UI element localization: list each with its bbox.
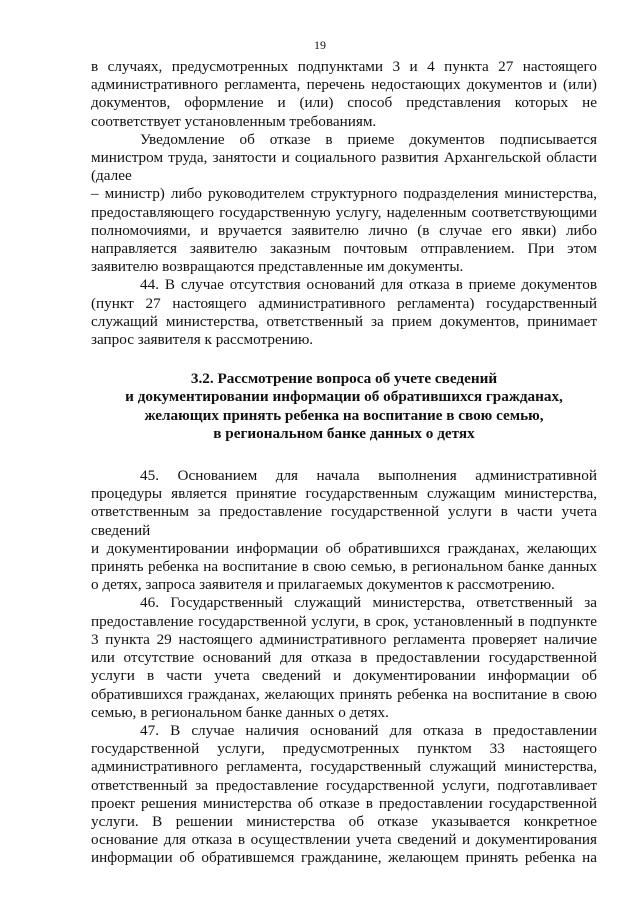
paragraph: и документировании информации об обратившихся гражданах, желающих принять ребенка на воспитание в свою семью, в региональном банке данных о детях, запроса заявителя и прилагаемых документов к рассмотрению.: [91, 539, 597, 594]
paragraph: в случаях, предусмотренных подпунктами 3 и 4 пункта 27 настоящего административного регламента, перечень недостающих документов и (или) документов, оформление и (или) способ представления которых не соответствует установленным требованиям.: [91, 58, 597, 130]
paragraph: 46. Государственный служащий министерства, ответственный за предоставление государственной услуги, в срок, установленный в подпункте 3 пункта 29 настоящего административного регламента проверяет наличие или отсутствие оснований для отказа в предоставлении государственной услуги в части учета сведений и документировании информации об обратившихся гражданах, желающих принять ребенка на воспитание в свою семью, в региональном банке данных о детях.: [91, 594, 597, 721]
document-body: [91, 58, 597, 868]
section-heading-line: в региональном банке данных о детях: [213, 424, 475, 442]
section-heading-line: и документировании информации об обратившихся гражданах,: [125, 388, 563, 406]
paragraphs-after-heading: [91, 467, 597, 867]
paragraph: Уведомление об отказе в приеме документов подписывается министром труда, занятости и социального развития Архангельской области (далее: [91, 130, 597, 185]
section-heading-line: желающих принять ребенка на воспитание в свою семью,: [144, 406, 544, 424]
paragraph: – министр) либо руководителем структурного подразделения министерства, предоставляющего государственную услугу, наделенным соответствующими полномочиями, и вручается заявителю лично (в случае его явки) либо направляется заявителю заказным почтовым отправлением. При этом заявителю возвращаются представленные им документы.: [91, 185, 597, 276]
paragraph: 45. Основанием для начала выполнения административной процедуры является принятие государственным служащим министерства, ответственным за предоставление государственной услуги в части учета сведений: [91, 467, 597, 539]
page-number: 19: [314, 38, 326, 52]
paragraph: 44. В случае отсутствия оснований для отказа в приеме документов (пункт 27 настоящего административного регламента) государственный служащий министерства, ответственный за прием документов, принимает запрос заявителя к рассмотрению.: [91, 276, 597, 349]
paragraphs-before-heading: [91, 58, 597, 349]
section-heading: [91, 370, 597, 443]
section-heading-line: 3.2. Рассмотрение вопроса об учете сведений: [190, 370, 498, 388]
paragraph: 47. В случае наличия оснований для отказа в предоставлении государственной услуги, предусмотренных пунктом 33 настоящего административного регламента, государственный служащий министерства, ответственный за предоставление государственной услуги, подготавливает проект решения министерства об отказе в предоставлении государственной услуги. В решении министерства об отказе указывается конкретное основание для отказа в осуществлении учета сведений и документирования информации об обратившемся гражданине, желающем принять ребенка на: [91, 721, 597, 867]
